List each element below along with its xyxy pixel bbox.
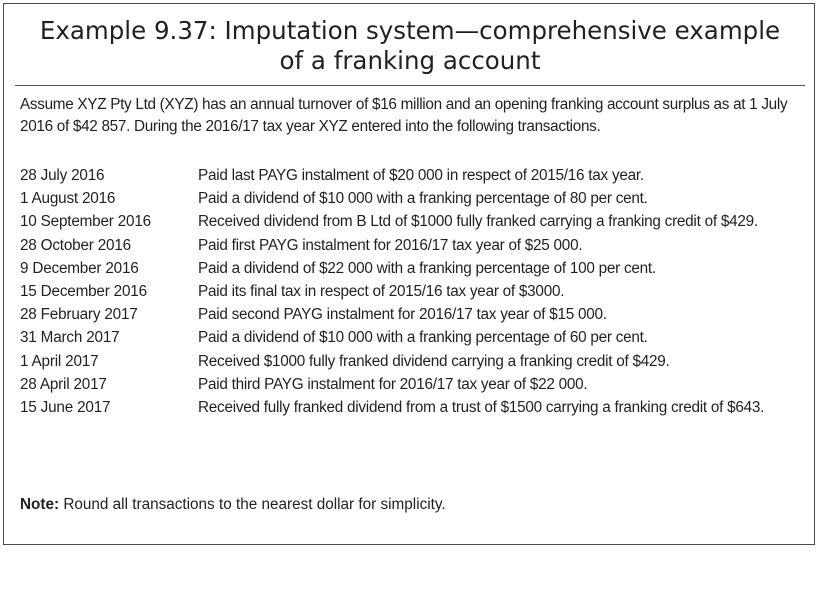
transaction-row bbox=[20, 210, 810, 233]
transaction-description: Paid a dividend of $10 000 with a franking percentage of 80 per cent. bbox=[198, 190, 648, 208]
transaction-description: Paid second PAYG instalment for 2016/17 tax year of $15 000. bbox=[198, 306, 607, 324]
transaction-date: 28 February 2017 bbox=[20, 306, 138, 324]
intro-paragraph: Assume XYZ Pty Ltd (XYZ) has an annual turnover of $16 million and an opening franking account surplus as at 1 July 2016 of $42 857. During the 2016/17 tax year XYZ entered into the following transactions. bbox=[20, 96, 788, 135]
transaction-date: 15 December 2016 bbox=[20, 283, 147, 301]
transaction-description: Received fully franked dividend from a trust of $1500 carrying a franking credit of $643. bbox=[198, 399, 765, 417]
transaction-row bbox=[20, 303, 810, 326]
transaction-date: 1 August 2016 bbox=[20, 190, 116, 208]
transaction-description: Received dividend from B Ltd of $1000 fully franked carrying a franking credit of $429. bbox=[198, 213, 758, 231]
transaction-date: 9 December 2016 bbox=[20, 259, 139, 277]
transaction-description: Paid last PAYG instalment of $20 000 in respect of 2015/16 tax year. bbox=[198, 167, 644, 184]
transaction-date: 31 March 2017 bbox=[20, 329, 120, 347]
transaction-row bbox=[20, 187, 810, 210]
transaction-row bbox=[20, 396, 810, 419]
title-divider bbox=[15, 85, 805, 86]
transaction-description: Paid a dividend of $10 000 with a franking percentage of 60 per cent. bbox=[198, 329, 648, 347]
transaction-row bbox=[20, 373, 810, 396]
title-line-2: of a franking account bbox=[279, 46, 541, 75]
transaction-description: Received $1000 fully franked dividend carrying a franking credit of $429. bbox=[198, 352, 670, 370]
example-box bbox=[3, 3, 815, 545]
transaction-row bbox=[20, 280, 810, 303]
transaction-date: 1 April 2017 bbox=[20, 352, 99, 370]
transaction-row bbox=[20, 234, 810, 257]
transaction-row bbox=[20, 257, 810, 280]
transaction-date: 28 October 2016 bbox=[20, 236, 131, 254]
transactions-list bbox=[20, 164, 810, 419]
transaction-description: Paid first PAYG instalment for 2016/17 tax year of $25 000. bbox=[198, 236, 583, 254]
example-title bbox=[4, 16, 816, 76]
transaction-description: Paid its final tax in respect of 2015/16 tax year of $3000. bbox=[198, 283, 565, 301]
title-line-1: Example 9.37: Imputation system—comprehensive example bbox=[39, 16, 781, 45]
transaction-date: 15 June 2017 bbox=[20, 399, 111, 417]
note-paragraph bbox=[20, 494, 810, 516]
transaction-date: 10 September 2016 bbox=[20, 213, 151, 231]
transaction-row bbox=[20, 164, 810, 187]
transaction-date: 28 July 2016 bbox=[20, 167, 105, 184]
transaction-row bbox=[20, 350, 810, 373]
transaction-row bbox=[20, 326, 810, 349]
note-text: Round all transactions to the nearest dollar for simplicity. bbox=[59, 496, 446, 513]
transaction-description: Paid a dividend of $22 000 with a franking percentage of 100 per cent. bbox=[198, 259, 656, 277]
transaction-description: Paid third PAYG instalment for 2016/17 tax year of $22 000. bbox=[198, 375, 588, 393]
note-label: Note: bbox=[20, 496, 60, 513]
transaction-date: 28 April 2017 bbox=[20, 375, 107, 393]
